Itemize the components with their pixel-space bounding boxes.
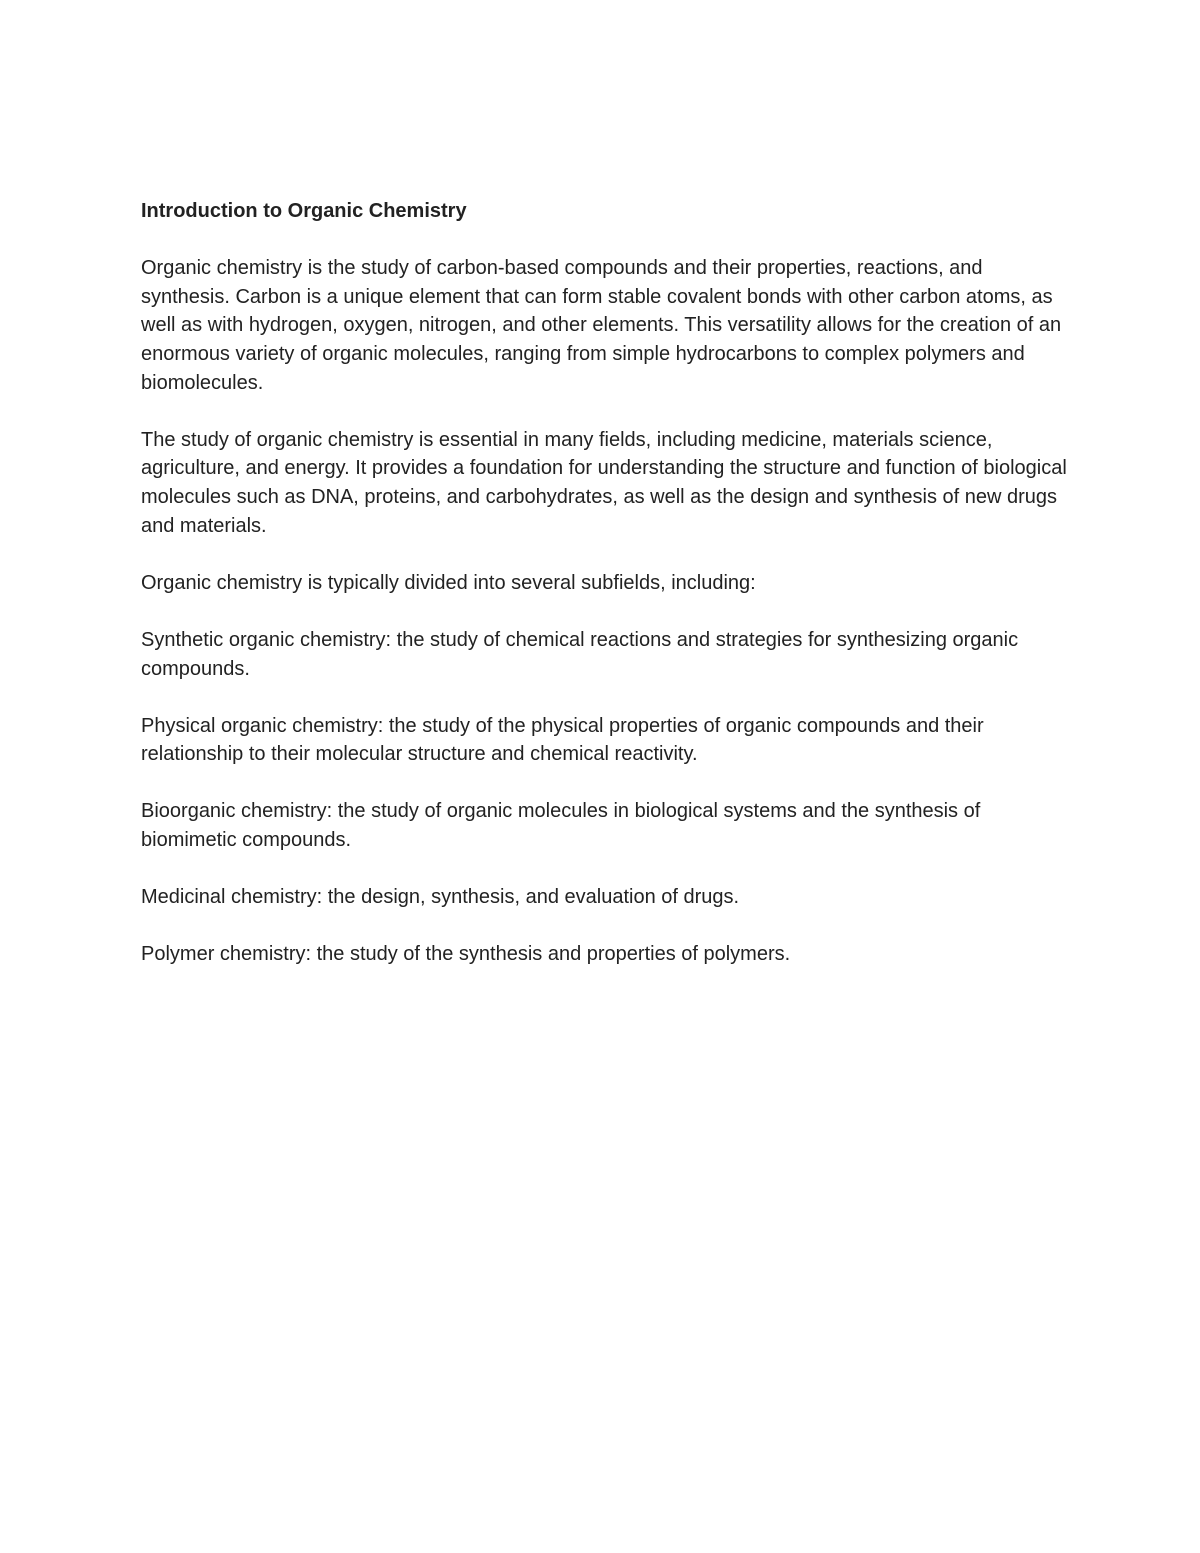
paragraph-intro: Organic chemistry is the study of carbon-based compounds and their properties, reactions, and synthesis. Carbon is a unique element that can form stable covalent bonds with other carbon atoms, as well as with hydrogen, oxygen, nitrogen, and other elements. This versatility allows for the creation of an enormous variety of organic molecules, ranging from simple hydrocarbons to complex polymers and biomolecules. — [141, 257, 1062, 394]
paragraph-importance: The study of organic chemistry is essential in many fields, including medicine, materials science, agriculture, and energy. It provides a foundation for understanding the structure and function of biological molecules such as DNA, proteins, and carbohydrates, as well as the design and synthesis of new drugs and materials. — [141, 428, 1067, 537]
paragraph-synthetic: Synthetic organic chemistry: the study of chemical reactions and strategies for synthesizing organic compounds. — [141, 628, 1019, 680]
document-body — [141, 197, 1071, 998]
paragraph-medicinal: Medicinal chemistry: the design, synthesis, and evaluation of drugs. — [141, 886, 740, 909]
paragraph-polymer: Polymer chemistry: the study of the synthesis and properties of polymers. — [141, 943, 791, 966]
paragraph-physical: Physical organic chemistry: the study of the physical properties of organic compounds and their relationship to their molecular structure and chemical reactivity. — [141, 714, 984, 766]
paragraph-bioorganic: Bioorganic chemistry: the study of organic molecules in biological systems and the synthesis of biomimetic compounds. — [141, 800, 981, 852]
document-title: Introduction to Organic Chemistry — [141, 200, 467, 222]
paragraph-subfields-intro: Organic chemistry is typically divided into several subfields, including: — [141, 571, 756, 594]
